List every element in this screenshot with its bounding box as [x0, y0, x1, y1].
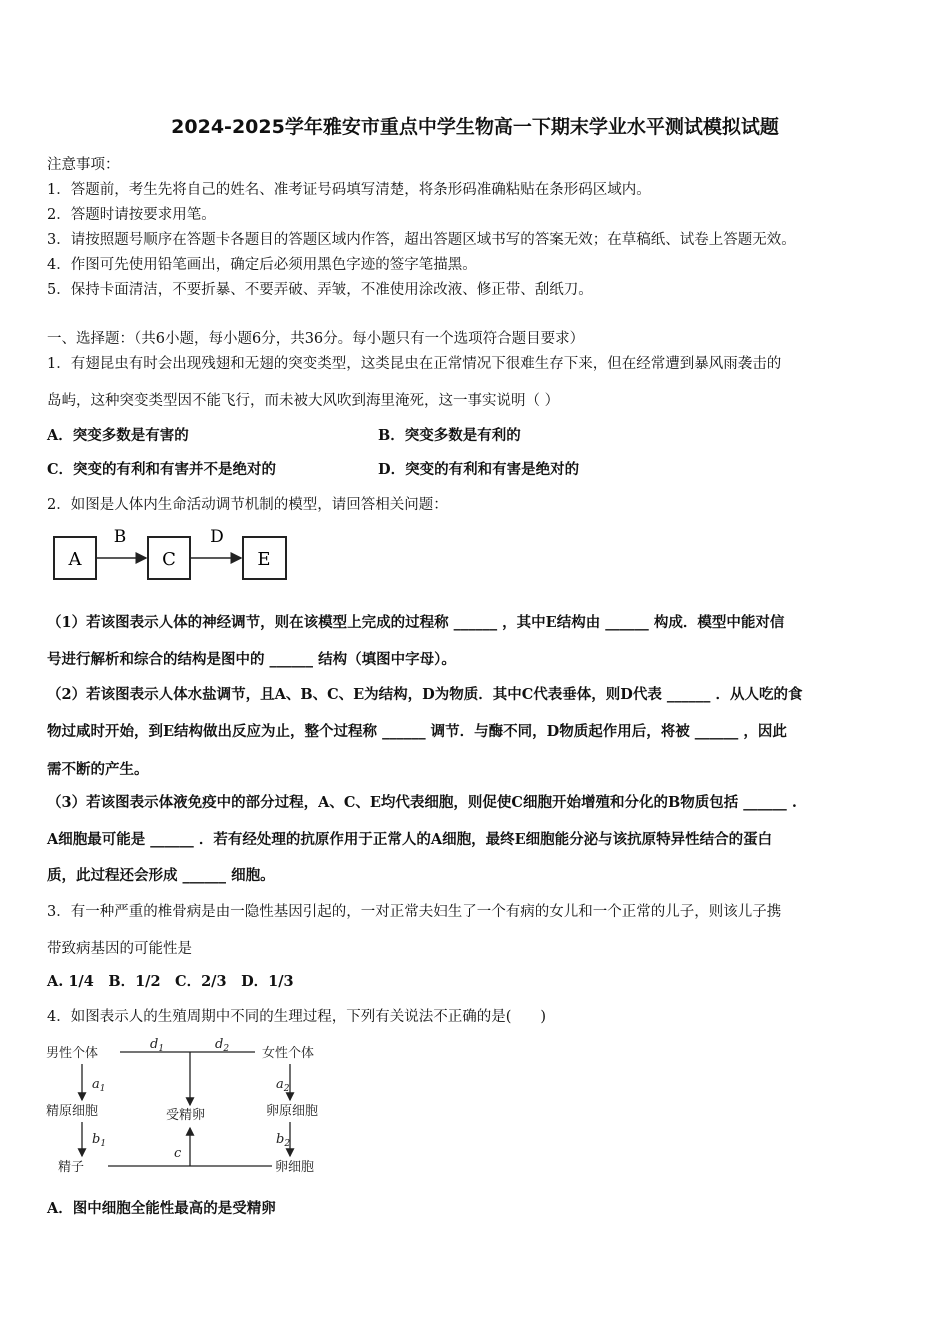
q1-option-b: B．突变多数是有利的 [378, 427, 521, 444]
q2-part3: A细胞最可能是 ______ ．若有经处理的抗原作用于正常人的A细胞，最终E细胞能分泌与该抗原特异性结合的蛋白 [47, 831, 773, 848]
d2-label: $d_2$ [215, 1037, 230, 1054]
section-heading: 一、选择题：（共6小题，每小题6分，共36分。每小题只有一个选项符合题目要求） [47, 331, 585, 347]
q2-part3: 质，此过程还会形成 ______ 细胞。 [47, 867, 275, 884]
c-label: c [174, 1146, 182, 1161]
sperm-label: 精子 [58, 1160, 85, 1175]
q2-part2: 物过咸时开始，到E结构做出反应为止，整个过程称 ______ 调节．与酶不同，D物质起作用后，将被 ______ ，因此 [47, 723, 787, 740]
egg-label: 卵细胞 [275, 1160, 315, 1175]
a2-label: $a_2$ [276, 1077, 290, 1094]
q2-diagram [40, 520, 300, 590]
q2-part2: （2）若该图表示人体水盐调节，且A、B、C、E为结构，D为物质．其中C代表垂体，则D代表 ______ ．从人吃的食 [47, 686, 803, 703]
q3-options: A. 1/4 B．1/2 C．2/3 D．1/3 [47, 973, 294, 990]
q2-stem: 2．如图是人体内生命活动调节机制的模型，请回答相关问题： [47, 497, 448, 513]
zygote-label: 受精卵 [166, 1108, 206, 1123]
notice-item: 3．请按照题号顺序在答题卡各题目的答题区域内作答，超出答题区域书写的答案无效；在草稿纸、试卷上答题无效。 [47, 232, 796, 248]
q2-part2: 需不断的产生。 [47, 761, 149, 778]
notice-item: 4．作图可先使用铅笔画出，确定后必须用黑色字迹的签字笔描黑。 [47, 257, 477, 273]
notice-item: 2．答题时请按要求用笔。 [47, 207, 216, 223]
box-c-label: C [162, 549, 176, 570]
q1-stem: 1．有翅昆虫有时会出现残翅和无翅的突变类型，这类昆虫在正常情况下很难生存下来，但在经常遭到暴风雨袭击的 [47, 356, 782, 372]
female-label: 女性个体 [262, 1046, 315, 1061]
q3-stem: 带致病基因的可能性是 [47, 941, 192, 957]
page-title: 2024-2025学年雅安市重点中学生物高一下期末学业水平测试模拟试题 [171, 116, 779, 138]
arrow-b-label: B [113, 527, 127, 547]
b1-label: $b_1$ [92, 1132, 107, 1149]
q2-part3: （3）若该图表示体液免疫中的部分过程，A、C、E均代表细胞，则促使C细胞开始增殖和分化的B物质包括 ______ . [47, 794, 797, 811]
box-e-label: E [257, 549, 271, 570]
spermatogonium-label: 精原细胞 [46, 1104, 99, 1119]
notice-item: 5．保持卡面清洁，不要折暴、不要弄破、弄皱，不准使用涂改液、修正带、刮纸刀。 [47, 282, 593, 298]
d1-label: $d_1$ [150, 1037, 165, 1054]
arrow-d-label: D [210, 527, 224, 547]
b2-label: $b_2$ [276, 1132, 291, 1149]
box-a-label: A [68, 549, 82, 570]
q4-diagram [40, 1030, 350, 1180]
q3-stem: 3．有一种严重的椎骨病是由一隐性基因引起的，一对正常夫妇生了一个有病的女儿和一个正常的儿子，则该儿子携 [47, 904, 782, 920]
q2-part1: （1）若该图表示人体的神经调节，则在该模型上完成的过程称 ______ ，其中E结构由 ______ 构成．模型中能对信 [47, 614, 785, 631]
q4-stem: 4．如图表示人的生殖周期中不同的生理过程，下列有关说法不正确的是( ) [47, 1009, 547, 1025]
q1-option-d: D．突变的有利和有害是绝对的 [378, 461, 580, 478]
q1-option-a: A．突变多数是有害的 [47, 427, 189, 444]
notice-heading: 注意事项： [47, 157, 120, 173]
notice-item: 1．答题前，考生先将自己的姓名、准考证号码填写清楚，将条形码准确粘贴在条形码区域内。 [47, 182, 651, 198]
q1-stem: 岛屿，这种突变类型因不能飞行，而未被大风吹到海里淹死，这一事实说明（ ） [47, 393, 560, 409]
q4-option-a: A．图中细胞全能性最高的是受精卵 [47, 1200, 276, 1217]
q2-part1: 号进行解析和综合的结构是图中的 ______ 结构（填图中字母）。 [47, 651, 456, 668]
a1-label: $a_1$ [92, 1077, 106, 1094]
oogonium-label: 卵原细胞 [266, 1104, 319, 1119]
q1-option-c: C．突变的有利和有害并不是绝对的 [47, 461, 277, 478]
male-label: 男性个体 [46, 1046, 99, 1061]
